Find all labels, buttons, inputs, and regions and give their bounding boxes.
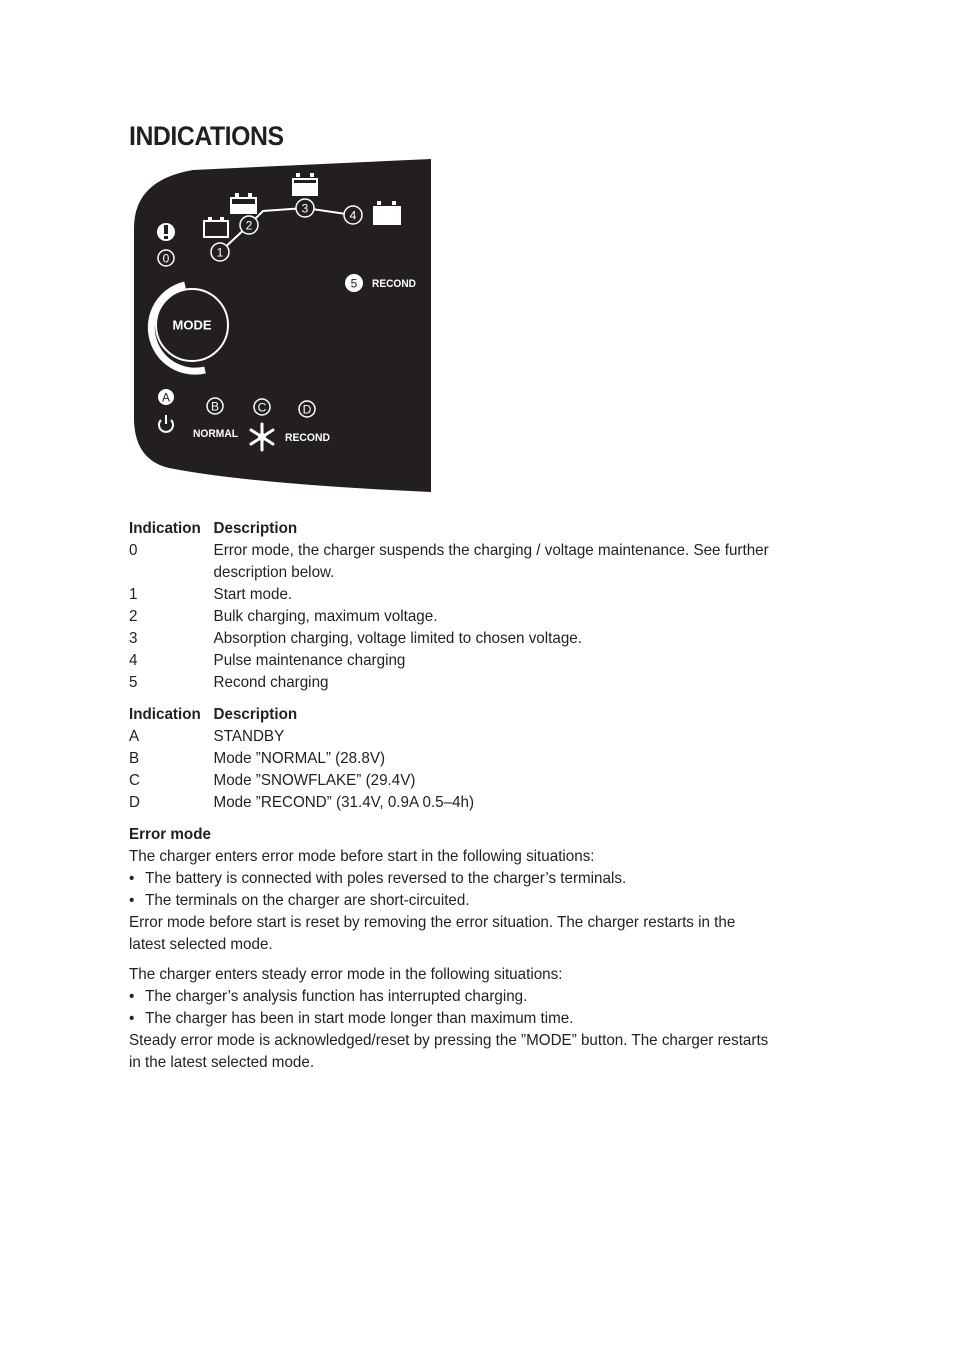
- error-exclamation-icon: [157, 223, 175, 241]
- description-cell: STANDBY: [213, 728, 285, 745]
- indication-cell: 2: [129, 608, 138, 625]
- table-row: [129, 792, 775, 814]
- list-item: [129, 868, 775, 890]
- indicator-0-label: 0: [162, 251, 170, 266]
- list-item-text: The charger’s analysis function has interrupted charging.: [145, 988, 528, 1005]
- indication-cell: D: [129, 794, 140, 811]
- indication-header: Indication: [129, 706, 201, 723]
- indicator-d-label: D: [302, 402, 312, 417]
- indicator-a: [158, 389, 174, 405]
- indicator-4: [344, 206, 362, 224]
- indicator-1-label: 1: [216, 245, 224, 260]
- indicator-2-label: 2: [245, 218, 253, 233]
- description-header: Description: [213, 520, 298, 537]
- error-mode-intro: The charger enters error mode before start in the following situations:: [129, 848, 595, 865]
- list-item: [129, 986, 775, 1008]
- recond-label-top: RECOND: [372, 278, 417, 290]
- indication-cell: B: [129, 750, 140, 767]
- table-row: [129, 584, 775, 606]
- indication-cell: 3: [129, 630, 138, 647]
- bullet: •: [129, 870, 135, 887]
- indicator-c-label: C: [257, 400, 267, 415]
- indicator-0: [158, 250, 174, 266]
- steady-error-reset: Steady error mode is acknowledged/reset by pressing the ”MODE” button. The charger restarts in the latest selected mode.: [129, 1032, 769, 1071]
- page-title: INDICATIONS: [129, 121, 284, 151]
- normal-label: NORMAL: [193, 428, 239, 440]
- steady-error-intro: The charger enters steady error mode in the following situations:: [129, 966, 563, 983]
- bullet: •: [129, 892, 135, 909]
- description-cell: Pulse maintenance charging: [213, 652, 406, 669]
- indicator-3-label: 3: [301, 201, 309, 216]
- indicator-5-label: 5: [350, 276, 358, 291]
- table-row: [129, 650, 775, 672]
- list-item-text: The terminals on the charger are short-circuited.: [145, 892, 470, 909]
- list-item-text: The charger has been in start mode longer than maximum time.: [145, 1010, 574, 1027]
- indicator-2: [240, 216, 258, 234]
- indication-cell: 0: [129, 542, 138, 559]
- indicator-b: [207, 398, 223, 414]
- mode-button-label: MODE: [172, 317, 212, 333]
- indication-header: Indication: [129, 520, 201, 537]
- mode-button[interactable]: [156, 289, 228, 361]
- charger-control-panel: [131, 158, 433, 494]
- indicator-d: [299, 401, 315, 417]
- indication-cell: 5: [129, 674, 138, 691]
- table-row: [129, 628, 775, 650]
- indicator-a-label: A: [161, 390, 171, 405]
- description-cell: Error mode, the charger suspends the charging / voltage maintenance. See further description below.: [213, 542, 769, 581]
- table-row: [129, 606, 775, 628]
- indication-cell: A: [129, 728, 140, 745]
- indication-cell: 1: [129, 586, 138, 603]
- table-header: [129, 704, 775, 726]
- indicator-4-label: 4: [349, 208, 357, 223]
- table-header: [129, 518, 775, 540]
- table-row: [129, 672, 775, 694]
- table-row: [129, 770, 775, 792]
- table-row: [129, 748, 775, 770]
- description-cell: Mode ”SNOWFLAKE” (29.4V): [213, 772, 416, 789]
- indicator-5: [345, 274, 363, 292]
- indicator-b-label: B: [210, 399, 220, 414]
- bullet: •: [129, 988, 135, 1005]
- description-cell: Bulk charging, maximum voltage.: [213, 608, 438, 625]
- error-mode-heading: Error mode: [129, 826, 211, 843]
- indicator-3: [296, 199, 314, 217]
- error-mode-section: [129, 824, 775, 1074]
- list-item-text: The battery is connected with poles reversed to the charger’s terminals.: [145, 870, 627, 887]
- bullet: •: [129, 1010, 135, 1027]
- recond-label-bottom: RECOND: [285, 432, 331, 444]
- indicator-1: [211, 243, 229, 261]
- description-cell: Absorption charging, voltage limited to chosen voltage.: [213, 630, 582, 647]
- description-header: Description: [213, 706, 298, 723]
- list-item: [129, 890, 775, 912]
- table-row: [129, 726, 775, 748]
- indication-table-2: [129, 704, 775, 814]
- description-cell: Recond charging: [213, 674, 329, 691]
- indicator-c: [254, 399, 270, 415]
- list-item: [129, 1008, 775, 1030]
- error-mode-reset: Error mode before start is reset by removing the error situation. The charger restarts in the latest selected mode.: [129, 914, 736, 953]
- indication-cell: 4: [129, 652, 138, 669]
- description-cell: Mode ”RECOND” (31.4V, 0.9A 0.5–4h): [213, 794, 475, 811]
- description-cell: Start mode.: [213, 586, 293, 603]
- indication-table-1: [129, 518, 775, 694]
- table-row: [129, 540, 775, 584]
- indication-cell: C: [129, 772, 140, 789]
- control-panel-graphic: [131, 158, 433, 494]
- description-cell: Mode ”NORMAL” (28.8V): [213, 750, 386, 767]
